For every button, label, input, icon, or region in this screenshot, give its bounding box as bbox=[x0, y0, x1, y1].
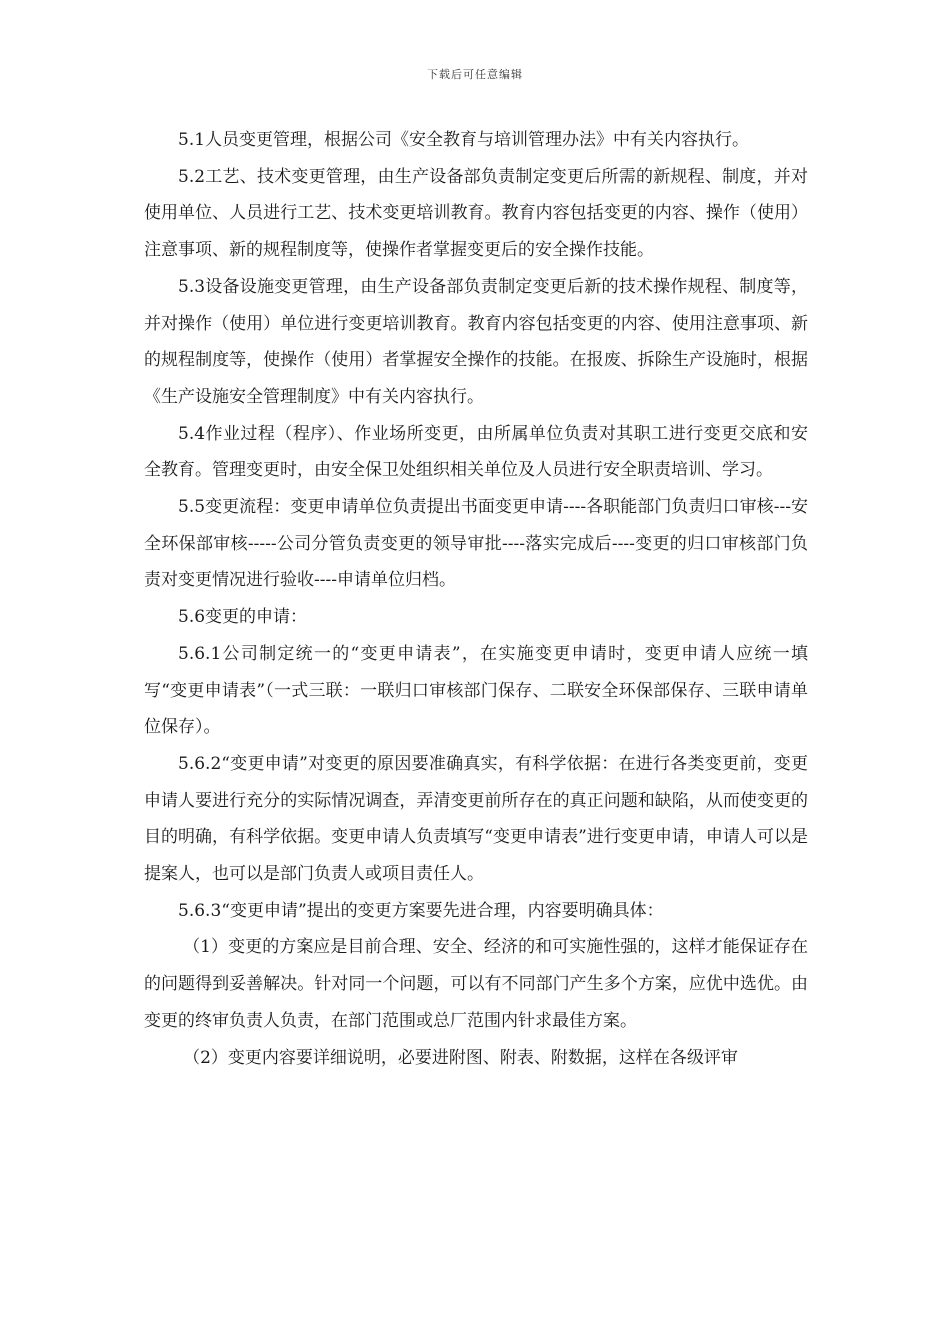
paragraph-5-6-2: 5.6.2“变更申请”对变更的原因要准确真实，有科学依据：在进行各类变更前，变更申请人要进行充分的实际情况调查，弄清变更前所存在的真正问题和缺陷，从而使变更的目的明确，有科学依据。变更申请人负责填写“变更申请表”进行变更申请，申请人可以是提案人，也可以是部门负责人或项目责任人。 bbox=[144, 753, 808, 885]
paragraph-5-6: 5.6变更的申请： bbox=[178, 607, 308, 628]
paragraph-item-2: （2）变更内容要详细说明，必要进附图、附表、附数据，这样在各级评审 bbox=[183, 1047, 738, 1068]
paragraph-item-1: （1）变更的方案应是目前合理、安全、经济的和可实施性强的，这样才能保证存在的问题得到妥善解决。针对同一个问题，可以有不同部门产生多个方案，应优中选优。由变更的终审负责人负责，在部门范围或总厂范围内针求最佳方案。 bbox=[144, 937, 808, 1031]
document-body bbox=[144, 122, 808, 1076]
paragraph-5-1: 5.1人员变更管理，根据公司《安全教育与培训管理办法》中有关内容执行。 bbox=[178, 130, 750, 150]
paragraph-5-3: 5.3设备设施变更管理，由生产设备部负责制定变更后新的技术操作规程、制度等，并对操作（使用）单位进行变更培训教育。教育内容包括变更的内容、使用注意事项、新的规程制度等，使操作（使用）者掌握安全操作的技能。在报废、拆除生产设施时，根据《生产设施安全管理制度》中有关内容执行。 bbox=[144, 276, 808, 407]
paragraph-5-4: 5.4作业过程（程序）、作业场所变更，由所属单位负责对其职工进行变更交底和安全教育。管理变更时，由安全保卫处组织相关单位及人员进行安全职责培训、学习。 bbox=[144, 423, 808, 481]
page-header: 下载后可任意编辑 bbox=[427, 68, 523, 81]
paragraph-5-2: 5.2工艺、技术变更管理，由生产设备部负责制定变更后所需的新规程、制度，并对使用单位、人员进行工艺、技术变更培训教育。教育内容包括变更的内容、操作（使用）注意事项、新的规程制度等，使操作者掌握变更后的安全操作技能。 bbox=[144, 166, 808, 261]
paragraph-5-5: 5.5变更流程：变更申请单位负责提出书面变更申请----各职能部门负责归口审核---安全环保部审核-----公司分管负责变更的领导审批----落实完成后----变更的归口审核部门负责对变更情况进行验收----申请单位归档。 bbox=[144, 497, 808, 591]
paragraph-5-6-3: 5.6.3“变更申请”提出的变更方案要先进合理，内容要明确具体： bbox=[178, 900, 664, 921]
paragraph-5-6-1: 5.6.1公司制定统一的“变更申请表”，在实施变更申请时，变更申请人应统一填写“变更申请表”（一式三联：一联归口审核部门保存、二联安全环保部保存、三联申请单位保存）。 bbox=[144, 643, 808, 738]
